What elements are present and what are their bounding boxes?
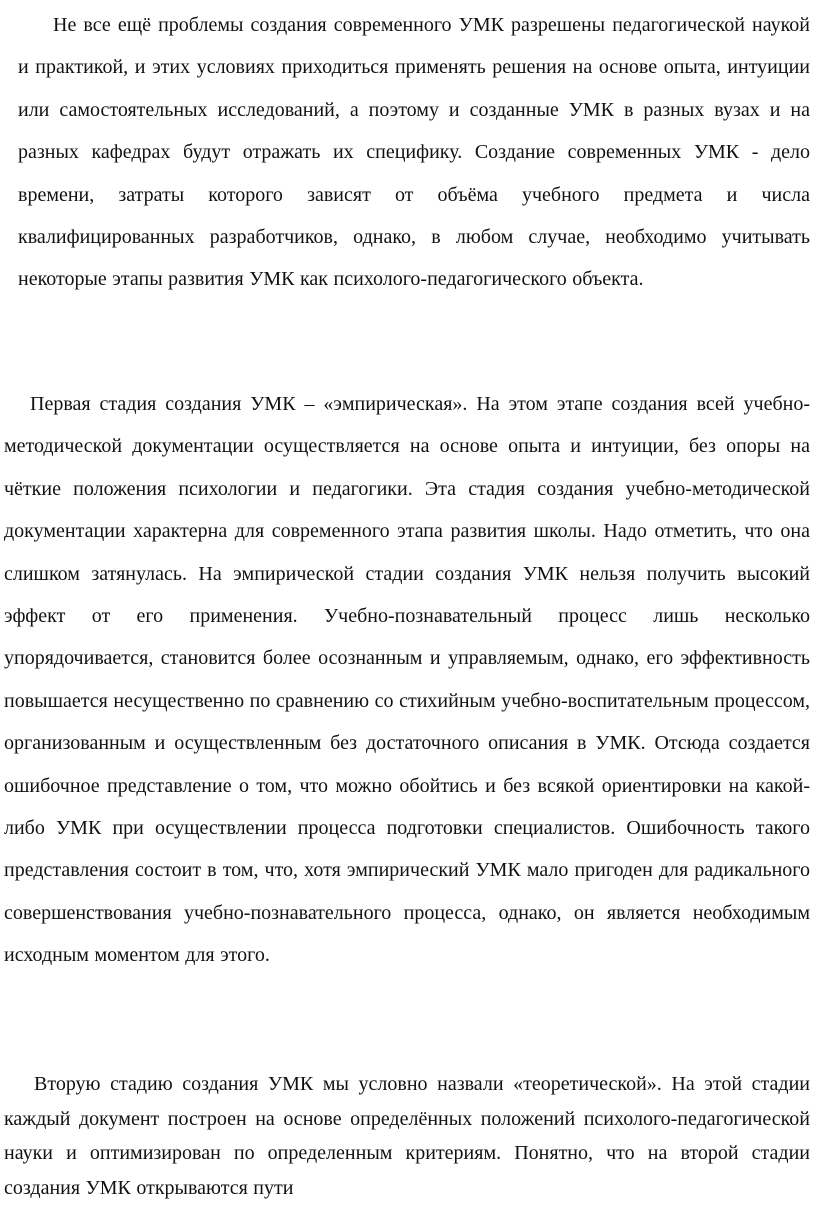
- paragraph-umk-problems: Не все ещё проблемы создания современного УМК разрешены педагогической наукой и практикой, и этих условиях приходиться применять решения на основе опыта, интуиции или самостоятельных исследований, а поэтому и созданные УМК в разных вузах и на разных кафедрах будут отражать их специфику. Создание современных УМК - дело времени, затраты которого зависят от объёма учебного предмета и числа квалифицированных разработчиков, однако, в любом случае, необходимо учитывать некоторые этапы развития УМК как психолого-педагогического объекта.: [18, 14, 810, 291]
- paragraph-empirical-stage: Первая стадия создания УМК – «эмпирическая». На этом этапе создания всей учебно-методической документации осуществляется на основе опыта и интуиции, без опоры на чёткие положения психологии и педагогики. Эта стадия создания учебно-методической документации характерна для современного этапа развития школы. Надо отметить, что она слишком затянулась. На эмпирической стадии создания УМК нельзя получить высокий эффект от его применения. Учебно-познавательный процесс лишь несколько упорядочивается, становится более осознанным и управляемым, однако, его эффективность повышается несущественно по сравнению со стихийным учебно-воспитательным процессом, организованным и осуществленным без достаточного описания в УМК. Отсюда создается ошибочное представление о том, что можно обойтись и без всякой ориентировки на какой-либо УМК при осуществлении процесса подготовки специалистов. Ошибочность такого представления состоит в том, что, хотя эмпирический УМК мало пригоден для радикального совершенствования учебно-познавательного процесса, однако, он является необходимым исходным моментом для этого.: [4, 393, 810, 967]
- paragraph-theoretical-stage: Вторую стадию создания УМК мы условно назвали «теоретической». На этой стадии каждый документ построен на основе определённых положений психолого-педагогической науки и оптимизирован по определенным критериям. Понятно, что на второй стадии создания УМК открываются пути: [4, 1073, 810, 1199]
